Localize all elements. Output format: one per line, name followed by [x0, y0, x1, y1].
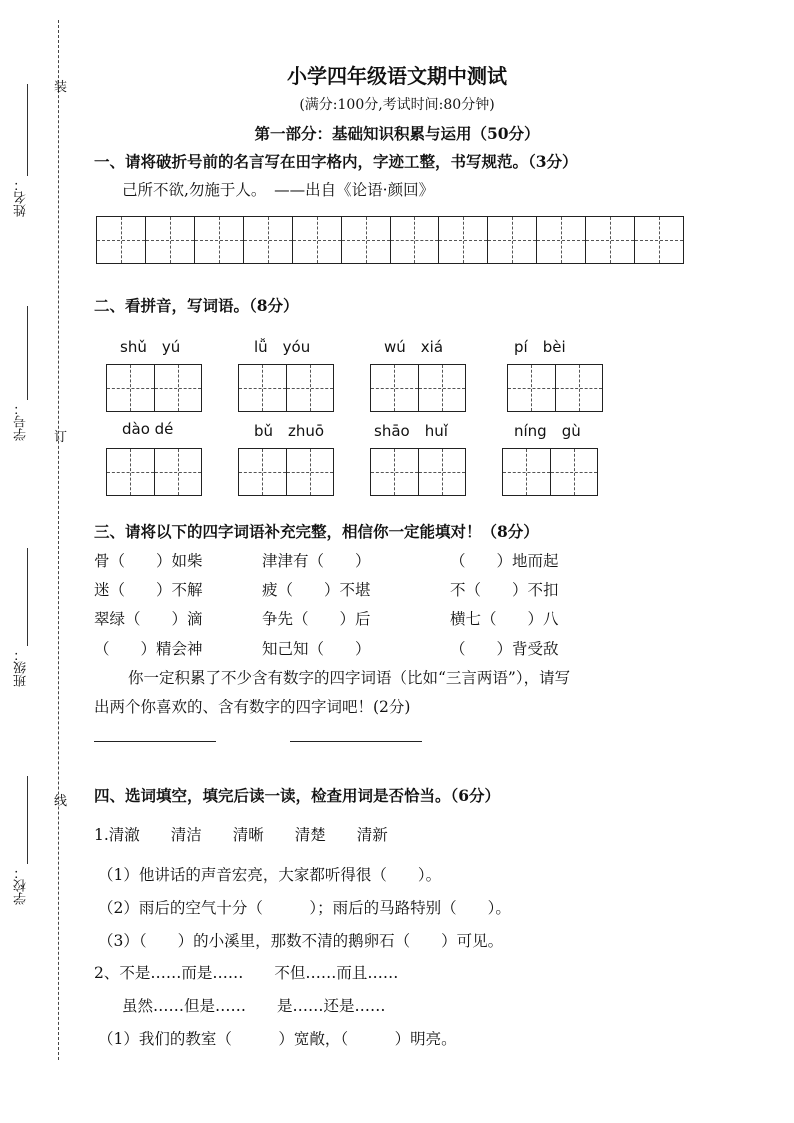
- answer-box[interactable]: [238, 364, 334, 412]
- q4-word-group-2a: 2、不是……而是…… 不但……而且……: [94, 964, 399, 982]
- answer-box[interactable]: [106, 448, 202, 496]
- q4-sentence[interactable]: （1）我们的教室（ ）宽敞，（ ）明亮。: [98, 1030, 457, 1048]
- idiom-item[interactable]: （ ）地而起: [450, 552, 559, 570]
- pinyin-label: lǚ yóu: [254, 338, 311, 356]
- answer-line-2[interactable]: [290, 741, 422, 742]
- answer-box[interactable]: [106, 364, 202, 412]
- idiom-item[interactable]: 翠绿（ ）滴: [94, 610, 203, 628]
- idiom-item[interactable]: 不（ ）不扣: [450, 581, 559, 599]
- grid-cell[interactable]: [342, 217, 391, 263]
- answer-box[interactable]: [370, 364, 466, 412]
- idiom-item[interactable]: 争先（ ）后: [262, 610, 371, 628]
- idiom-item[interactable]: 疲（ ）不堪: [262, 581, 371, 599]
- pinyin-label: níng gù: [514, 422, 581, 440]
- idiom-item[interactable]: 津津有（ ）: [262, 552, 371, 570]
- q4-word-group-1: 1.清澈 清洁 清晰 清楚 清新: [94, 826, 388, 844]
- answer-box[interactable]: [370, 448, 466, 496]
- q3-extra-prompt-line2: 出两个你喜欢的、含有数字的四字词吧！(2分): [94, 698, 411, 716]
- pinyin-label: wú xiá: [384, 338, 444, 356]
- q4-sentence[interactable]: （3）（ ）的小溪里，那数不清的鹅卵石（ ）可见。: [98, 932, 504, 950]
- school-field-line[interactable]: [27, 776, 28, 864]
- grid-cell[interactable]: [391, 217, 440, 263]
- pinyin-label: shāo huǐ: [374, 422, 448, 440]
- answer-line-1[interactable]: [94, 741, 216, 742]
- student-id-field-line[interactable]: [27, 306, 28, 400]
- pinyin-label: dào dé: [122, 420, 174, 438]
- q3-title: 三、请将以下的四字词语补充完整，相信你一定能填对！（8分）: [94, 522, 539, 541]
- page-subtitle: (满分:100分,考试时间:80分钟): [299, 97, 495, 113]
- grid-cell[interactable]: [488, 217, 537, 263]
- grid-cell[interactable]: [293, 217, 342, 263]
- grid-cell[interactable]: [146, 217, 195, 263]
- q1-quote: 己所不欲,勿施于人。 ——出自《论语·颜回》: [122, 181, 435, 199]
- pinyin-label: bǔ zhuō: [254, 422, 325, 440]
- binding-char-xian: 线: [54, 794, 68, 809]
- class-label: 班级：: [14, 648, 29, 687]
- grid-cell[interactable]: [97, 217, 146, 263]
- binding-char-zhuang: 装: [54, 80, 68, 95]
- q2-title: 二、看拼音，写词语。（8分）: [94, 296, 299, 315]
- part-one-heading: 第一部分：基础知识积累与运用（50分）: [254, 124, 540, 143]
- pinyin-label: pí bèi: [514, 338, 566, 356]
- q4-title: 四、选词填空，填完后读一读，检查用词是否恰当。（6分）: [94, 786, 501, 805]
- q1-title: 一、请将破折号前的名言写在田字格内，字迹工整，书写规范。（3分）: [94, 152, 578, 171]
- grid-cell[interactable]: [586, 217, 635, 263]
- q1-tianzige-grid[interactable]: [96, 216, 684, 264]
- binding-char-ding: 订: [54, 430, 68, 445]
- idiom-item[interactable]: 横七（ ）八: [450, 610, 559, 628]
- grid-cell[interactable]: [635, 217, 683, 263]
- q4-sentence[interactable]: （2）雨后的空气十分（ ）；雨后的马路特别（ ）。: [98, 899, 511, 917]
- answer-box[interactable]: [507, 364, 603, 412]
- class-field-line[interactable]: [27, 548, 28, 646]
- school-label: 学校：: [14, 866, 29, 905]
- pinyin-label: shǔ yú: [120, 338, 181, 356]
- answer-box[interactable]: [238, 448, 334, 496]
- grid-cell[interactable]: [537, 217, 586, 263]
- q4-word-group-2b: 虽然……但是…… 是……还是……: [122, 997, 386, 1015]
- idiom-item[interactable]: （ ）精会神: [94, 640, 203, 658]
- idiom-item[interactable]: 知己知（ ）: [262, 640, 371, 658]
- student-id-label: 学号：: [14, 402, 29, 441]
- q4-sentence[interactable]: （1）他讲话的声音宏亮，大家都听得很（ ）。: [98, 866, 442, 884]
- idiom-item[interactable]: （ ）背受敌: [450, 640, 559, 658]
- answer-box[interactable]: [502, 448, 598, 496]
- grid-cell[interactable]: [195, 217, 244, 263]
- grid-cell[interactable]: [244, 217, 293, 263]
- page-title: 小学四年级语文期中测试: [287, 64, 507, 88]
- binding-dashed-line: [58, 20, 59, 1060]
- idiom-item[interactable]: 迷（ ）不解: [94, 581, 203, 599]
- q3-extra-prompt-line1: 你一定积累了不少含有数字的四字词语（比如“三言两语”），请写: [128, 669, 571, 687]
- name-label: 姓名：: [14, 178, 29, 217]
- grid-cell[interactable]: [439, 217, 488, 263]
- idiom-item[interactable]: 骨（ ）如柴: [94, 552, 203, 570]
